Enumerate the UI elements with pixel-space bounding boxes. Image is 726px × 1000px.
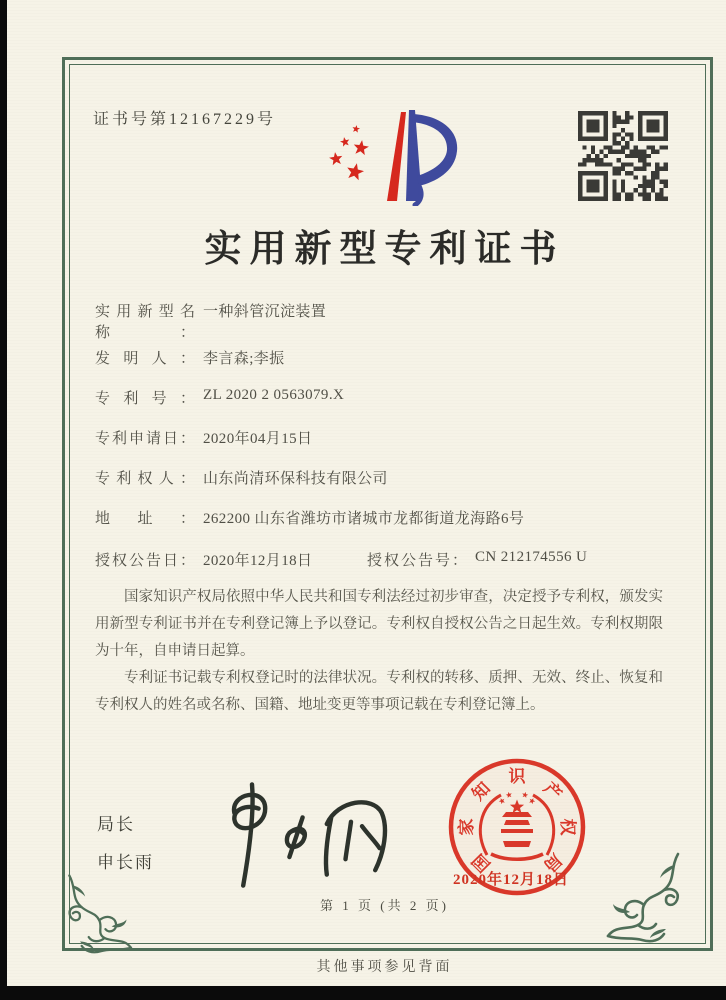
seal-char: 权 xyxy=(558,818,577,836)
legal-text xyxy=(95,584,663,719)
qr-code xyxy=(578,111,668,201)
field-filing-date xyxy=(95,427,680,467)
signer-name: 申长雨 xyxy=(97,853,154,872)
seal-char: 国 xyxy=(468,849,495,876)
seal-char: 局 xyxy=(539,849,566,876)
field-value: ZL 2020 2 0563079.X xyxy=(203,387,345,403)
director-signature xyxy=(197,780,417,890)
field-address xyxy=(95,507,680,549)
field-value: 李言森;李振 xyxy=(203,351,285,367)
cnipa-patent-logo-icon xyxy=(319,106,459,206)
field-label: 授权公告号： xyxy=(367,553,467,569)
field-label: 专利申请日： xyxy=(95,431,195,447)
certificate-paper xyxy=(7,0,726,986)
seal-date: 2020年12月18日 xyxy=(453,872,570,888)
field-list xyxy=(95,300,680,589)
field-patent-number xyxy=(95,387,680,427)
signer-block xyxy=(97,810,154,886)
certificate-title: 实用新型专利证书 xyxy=(204,229,565,270)
certificate-number: 证书号第12167229号 xyxy=(93,111,277,128)
legal-paragraph: 专利证书记载专利权登记时的法律状况。专利权的转移、质押、无效、终止、恢复和专利权人的姓名或名称、国籍、地址变更等事项记载在专利登记簿上。 xyxy=(95,669,663,713)
field-grant-date xyxy=(95,553,312,569)
page-number: 第 1 页 (共 2 页) xyxy=(320,898,449,913)
field-patentee xyxy=(95,467,680,507)
field-label: 发明人： xyxy=(95,351,195,367)
field-label: 授权公告日： xyxy=(95,553,195,569)
field-inventors xyxy=(95,347,680,387)
field-value: 2020年04月15日 xyxy=(203,431,313,447)
reverse-side-note: 其他事项参见背面 xyxy=(316,960,453,975)
signer-title: 局长 xyxy=(97,815,135,834)
field-label: 地址： xyxy=(95,511,195,527)
field-value: 262200 山东省潍坊市诸城市龙都街道龙海路6号 xyxy=(203,511,525,527)
field-label: 专利号： xyxy=(95,391,195,407)
field-value: 2020年12月18日 xyxy=(203,553,313,569)
field-grant-row xyxy=(95,549,680,589)
field-utility-model-name xyxy=(95,300,680,347)
seal-char: 知 xyxy=(468,778,495,805)
field-grant-publication-number xyxy=(367,549,587,570)
seal-char: 产 xyxy=(539,778,566,805)
seal-char: 家 xyxy=(457,818,476,836)
legal-paragraph: 国家知识产权局依照中华人民共和国专利法经过初步审查，决定授予专利权，颁发实用新型专利证书并在专利登记簿上予以登记。专利权自授权公告之日起生效。专利权期限为十年，自申请日起算。 xyxy=(95,589,663,659)
field-label: 专利权人： xyxy=(95,471,195,487)
field-value: CN 212174556 U xyxy=(475,549,588,565)
field-label: 实用新型名称： xyxy=(95,304,195,341)
field-value: 一种斜管沉淀装置 xyxy=(203,304,327,320)
field-value: 山东尚清环保科技有限公司 xyxy=(203,471,388,487)
seal-char: 识 xyxy=(508,767,526,786)
